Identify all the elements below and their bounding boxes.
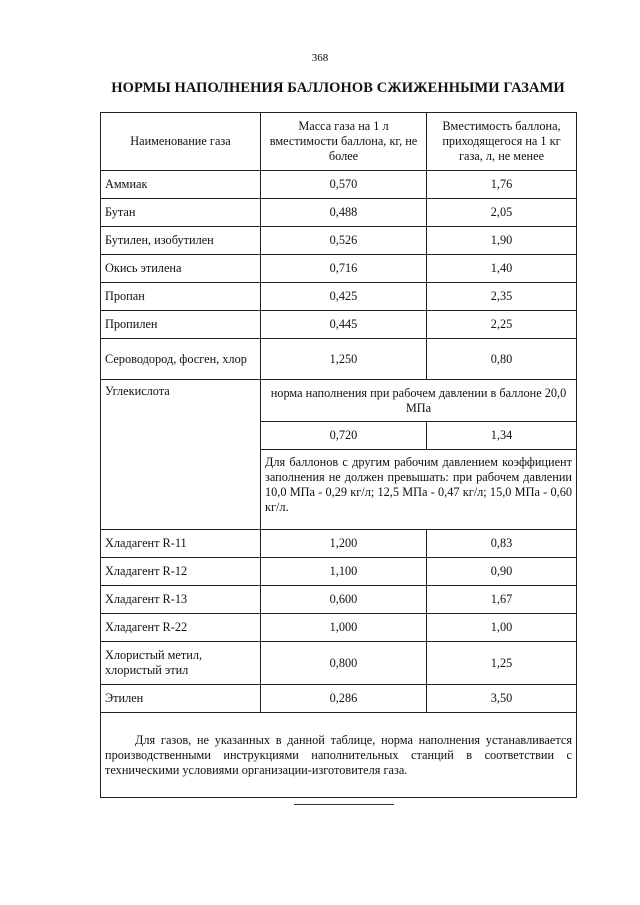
gas-name-cell: Хладагент R-22 bbox=[101, 614, 261, 642]
mass-cell: 1,000 bbox=[261, 614, 427, 642]
gas-name-cell: Пропан bbox=[101, 283, 261, 311]
mass-cell: 0,286 bbox=[261, 685, 427, 713]
table-row bbox=[101, 530, 577, 558]
footnote-cell bbox=[101, 713, 577, 798]
page-number: 368 bbox=[311, 52, 329, 64]
table-row bbox=[101, 171, 577, 199]
volume-cell: 0,90 bbox=[427, 558, 577, 586]
gas-name-cell: Хладагент R-11 bbox=[101, 530, 261, 558]
volume-cell: 2,35 bbox=[427, 283, 577, 311]
gas-name-cell-co2: Углекислота bbox=[101, 380, 261, 530]
gas-name-cell: Этилен bbox=[101, 685, 261, 713]
gas-name-cell: Бутан bbox=[101, 199, 261, 227]
gas-name-cell: Аммиак bbox=[101, 171, 261, 199]
volume-cell: 0,83 bbox=[427, 530, 577, 558]
header-volume: Вместимость баллона, приходящегося на 1 кг газа, л, не менее bbox=[427, 113, 577, 171]
volume-cell: 0,80 bbox=[427, 339, 577, 380]
table-row bbox=[101, 586, 577, 614]
table-row bbox=[101, 558, 577, 586]
table-row bbox=[101, 255, 577, 283]
footnote-row bbox=[101, 713, 577, 798]
volume-cell: 1,67 bbox=[427, 586, 577, 614]
mass-cell: 0,425 bbox=[261, 283, 427, 311]
mass-cell: 0,488 bbox=[261, 199, 427, 227]
gas-name-cell: Пропилен bbox=[101, 311, 261, 339]
gas-name-cell: Сероводород, фосген, хлор bbox=[101, 339, 261, 380]
gas-filling-norms-table bbox=[100, 112, 577, 798]
volume-cell: 2,25 bbox=[427, 311, 577, 339]
mass-cell: 0,600 bbox=[261, 586, 427, 614]
volume-cell: 1,00 bbox=[427, 614, 577, 642]
volume-cell: 2,05 bbox=[427, 199, 577, 227]
mass-cell: 0,716 bbox=[261, 255, 427, 283]
gas-name-cell: Бутилен, изобутилен bbox=[101, 227, 261, 255]
mass-cell: 1,200 bbox=[261, 530, 427, 558]
header-gas-name: Наименование газа bbox=[101, 113, 261, 171]
co2-note: Для баллонов с другим рабочим давлением коэффициент заполнения не должен превышать: при рабочем давлении 10,0 МПа - 0,29 кг/л; 12,5 МПа - 0,47 кг/л; 15,0 МПа - 0,60 кг/л. bbox=[261, 450, 577, 530]
bottom-divider bbox=[294, 804, 394, 805]
table-row bbox=[101, 642, 577, 685]
page-title: НОРМЫ НАПОЛНЕНИЯ БАЛЛОНОВ СЖИЖЕННЫМИ ГАЗАМИ bbox=[111, 80, 565, 96]
mass-cell: 0,800 bbox=[261, 642, 427, 685]
table-header-row bbox=[101, 113, 577, 171]
gas-name-cell: Хладагент R-12 bbox=[101, 558, 261, 586]
gas-name-cell: Хлористый метил, хлористый этил bbox=[101, 642, 261, 685]
mass-cell: 1,100 bbox=[261, 558, 427, 586]
mass-cell: 0,526 bbox=[261, 227, 427, 255]
mass-cell: 0,445 bbox=[261, 311, 427, 339]
table-row bbox=[101, 311, 577, 339]
volume-cell: 1,25 bbox=[427, 642, 577, 685]
table-row bbox=[101, 227, 577, 255]
co2-norm-label: норма наполнения при рабочем давлении в баллоне 20,0 МПа bbox=[261, 380, 577, 422]
mass-cell: 1,250 bbox=[261, 339, 427, 380]
co2-norm-row bbox=[101, 380, 577, 422]
footnote-text: Для газов, не указанных в данной таблице, норма наполнения устанавливается производственными инструкциями наполнительных станций в соответствии с техническими условиями организации-изготовителя газа. bbox=[105, 732, 572, 777]
table-row bbox=[101, 283, 577, 311]
volume-cell: 1,76 bbox=[427, 171, 577, 199]
volume-cell: 1,40 bbox=[427, 255, 577, 283]
table-row bbox=[101, 199, 577, 227]
volume-cell: 1,90 bbox=[427, 227, 577, 255]
volume-cell: 1,34 bbox=[427, 422, 577, 450]
gas-name-cell: Хладагент R-13 bbox=[101, 586, 261, 614]
mass-cell: 0,720 bbox=[261, 422, 427, 450]
header-mass: Масса газа на 1 л вместимости баллона, кг, не более bbox=[261, 113, 427, 171]
volume-cell: 3,50 bbox=[427, 685, 577, 713]
gas-name-cell: Окись этилена bbox=[101, 255, 261, 283]
mass-cell: 0,570 bbox=[261, 171, 427, 199]
table-row bbox=[101, 339, 577, 380]
table-row bbox=[101, 614, 577, 642]
table-row bbox=[101, 685, 577, 713]
